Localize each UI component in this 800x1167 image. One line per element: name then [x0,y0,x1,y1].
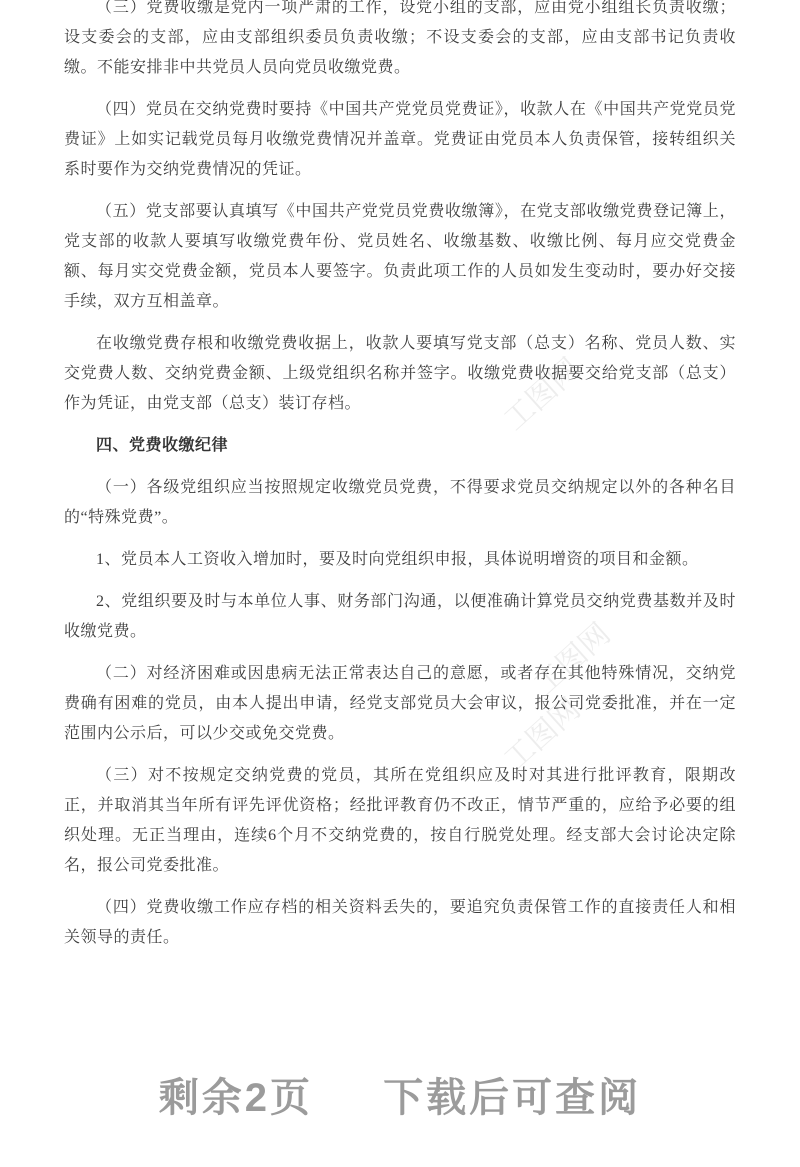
paragraph: （二）对经济困难或因患病无法正常表达自己的意愿，或者存在其他特殊情况，交纳党费确有困难的党员，由本人提出申请，经党支部党员大会审议，报公司党委批准，并在一定范围内公示后，可以少交或免交党费。 [64,665,736,742]
paragraph: （一）各级党组织应当按照规定收缴党员党费，不得要求党员交纳规定以外的各种名目的“特殊党费”。 [64,479,736,526]
paragraph: （五）党支部要认真填写《中国共产党党员党费收缴簿》，在党支部收缴党费登记簿上，党支部的收款人要填写收缴党费年份、党员姓名、收缴基数、收缴比例、每月应交党费金额、每月实交党费金额，党员本人要签字。负责此项工作的人员如发生变动时，要办好交接手续，双方互相盖章。 [64,203,736,310]
paragraph: 1、党员本人工资收入增加时，要及时向党组织申报，具体说明增资的项目和金额。 [96,551,699,568]
paragraph: 在收缴党费存根和收缴党费收据上，收款人要填写党支部（总支）名称、党员人数、实交党费人数、交纳党费金额、上级党组织名称并签字。收缴党费收据要交给党支部（总支）作为凭证，由党支部（总支）装订存档。 [64,335,736,412]
remaining-pages-label: 剩余2页 [158,1076,314,1120]
document-body [64,0,736,953]
paragraph: （四）党费收缴工作应存档的相关资料丢失的，要追究负责保管工作的直接责任人和相关领导的责任。 [64,899,736,946]
paragraph: （三）党费收缴是党内一项严肃的工作，设党小组的支部，应由党小组组长负责收缴；设支委会的支部，应由支部组织委员负责收缴；不设支委会的支部，应由支部书记负责收缴。不能安排非中共党员人员向党员收缴党费。 [64,0,736,76]
watermark-text: 工图网 [497,352,587,437]
paragraph: （三）对不按规定交纳党费的党员，其所在党组织应及时对其进行批评教育，限期改正，并取消其当年所有评先评优资格；经批评教育仍不改正，情节严重的，应给予必要的组织处理。无正当理由，连续6个月不交纳党费的，按自行脱党处理。经支部大会讨论决定除名，报公司党委批准。 [64,767,736,874]
watermark-text: 工图网 [497,692,587,777]
paragraph: 2、党组织要及时与本单位人事、财务部门沟通，以便准确计算党员交纳党费基数并及时收缴党费。 [64,593,736,640]
download-hint-label: 下载后可查阅 [383,1076,642,1120]
paragraph: （四）党员在交纳党费时要持《中国共产党党员党费证》，收款人在《中国共产党党员党费证》上如实记载党员每月收缴党费情况并盖章。党费证由党员本人负责保管，接转组织关系时要作为交纳党费情况的凭证。 [64,101,736,178]
watermark-text: 工图网 [527,617,617,702]
section-heading: 四、党费收缴纪律 [96,437,229,454]
page-footer [0,1066,800,1123]
